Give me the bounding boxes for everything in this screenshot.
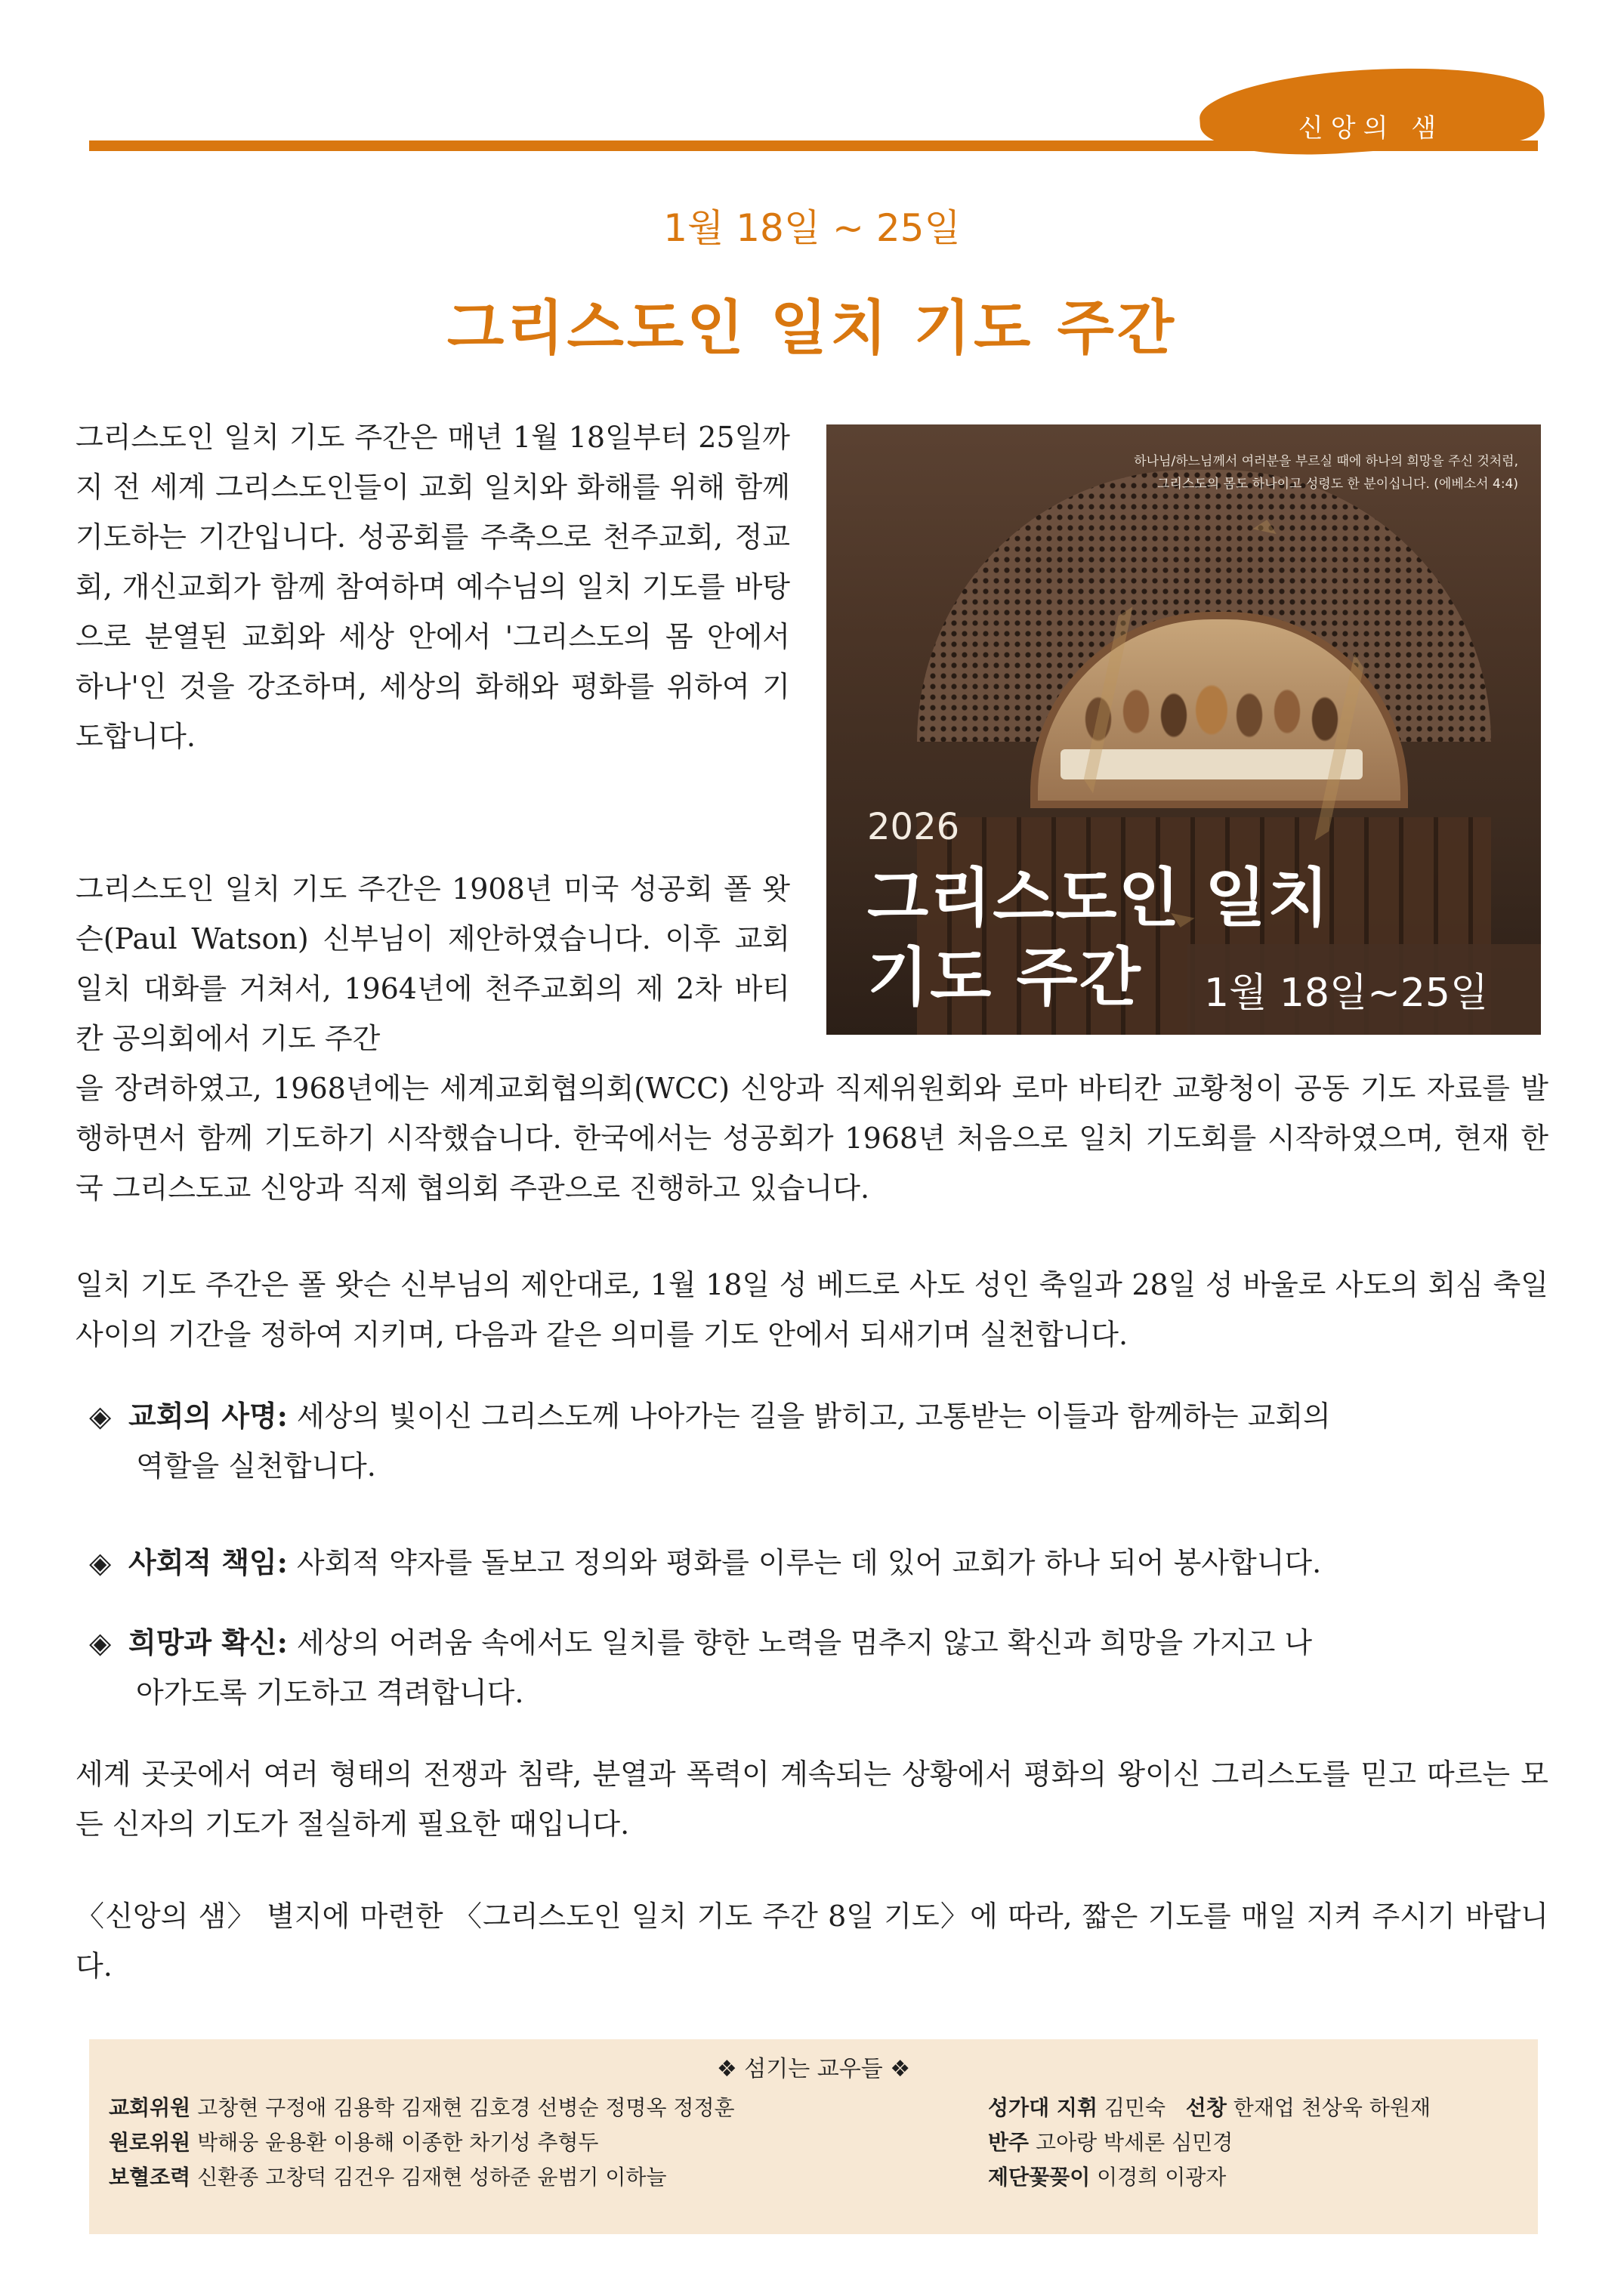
servers-role: 교회위원 bbox=[109, 2095, 191, 2120]
section-tab-label: 신앙의 샘 bbox=[1298, 113, 1444, 144]
servers-box bbox=[89, 2039, 1538, 2234]
paragraph-history: 그리스도인 일치 기도 주간은 1908년 미국 성공회 폴 왓슨(Paul Watson) 신부님이 제안하였습니다. 이후 교회 일치 대화를 거쳐서, 1964년에 천주교회의 제 2차 바티칸 공의회에서 기도 주간 bbox=[76, 872, 790, 1055]
servers-heading: ❖ 섬기는 교우들 ❖ bbox=[716, 2056, 911, 2082]
servers-names: 박해웅 윤용환 이용해 이종한 차기성 추형두 bbox=[197, 2130, 599, 2155]
servers-left-column bbox=[109, 2091, 1015, 2195]
servers-role: 원로위원 bbox=[109, 2130, 191, 2155]
bullet-term: 사회적 책임: bbox=[128, 1545, 288, 1579]
bullet-item bbox=[89, 1391, 1547, 1491]
servers-names: 한재업 천상욱 하원재 bbox=[1233, 2095, 1431, 2120]
poster-verse-line2: 그리스도의 몸도 하나이고 성령도 한 분이십니다. (에베소서 4:4) bbox=[1157, 477, 1518, 492]
bullet-text: 세상의 빛이신 그리스도께 나아가는 길을 밝히고, 고통받는 이들과 함께하는 교회의 bbox=[287, 1400, 1331, 1433]
servers-names: 고창현 구정애 김용학 김재현 김호경 선병순 정명옥 정정훈 bbox=[197, 2095, 735, 2120]
bullet-term: 교회의 사명: bbox=[128, 1399, 288, 1433]
servers-role: 반주 bbox=[988, 2130, 1030, 2155]
servers-role: 보혈조력 bbox=[109, 2165, 191, 2190]
servers-row bbox=[109, 2160, 1015, 2195]
servers-role: 제단꽃꽂이 bbox=[988, 2165, 1091, 2190]
servers-row bbox=[988, 2160, 1532, 2195]
poster-verse-line1: 하나님/하느님께서 여러분을 부르실 때에 하나의 희망을 주신 것처럼, bbox=[1134, 454, 1518, 469]
servers-row bbox=[988, 2125, 1532, 2160]
servers-role: 선창 bbox=[1185, 2095, 1227, 2120]
paragraph-meaning: 일치 기도 주간은 폴 왓슨 신부님의 제안대로, 1월 18일 성 베드로 사도 성인 축일과 28일 성 바울로 사도의 회심 축일 사이의 기간을 정하여 지키며, 다음과 같은 의미를 기도 안에서 되새기며 실천합니다. bbox=[76, 1268, 1548, 1351]
paragraph-request: 〈신앙의 샘〉 별지에 마련한 〈그리스도인 일치 기도 주간 8일 기도〉에 따라, 짧은 기도를 매일 지켜 주시기 바랍니다. bbox=[76, 1900, 1548, 1983]
servers-names: 고아랑 박세론 심민경 bbox=[1036, 2130, 1233, 2155]
diamond-bullet-icon: ◈ bbox=[89, 1546, 112, 1579]
poster-verse bbox=[990, 450, 1518, 495]
poster-title-line1: 그리스도인 일치 bbox=[867, 861, 1331, 935]
paragraph-peace: 세계 곳곳에서 여러 형태의 전쟁과 침략, 분열과 폭력이 계속되는 상황에서 평화의 왕이신 그리스도를 믿고 따르는 모든 신자의 기도가 절실하게 필요한 때입니다. bbox=[76, 1758, 1548, 1841]
servers-right-column bbox=[988, 2091, 1532, 2195]
bullet-text-continued: 아가도록 기도하고 격려합니다. bbox=[136, 1676, 524, 1709]
servers-row bbox=[109, 2091, 1015, 2125]
poster-date: 1월 18일~25일 bbox=[1204, 971, 1489, 1016]
servers-row bbox=[109, 2125, 1015, 2160]
servers-names: 김민숙 bbox=[1104, 2095, 1166, 2120]
bullet-text: 세상의 어려움 속에서도 일치를 향한 노력을 멈추지 않고 확신과 희망을 가지고 나 bbox=[287, 1626, 1313, 1659]
servers-row bbox=[988, 2091, 1532, 2125]
servers-names: 이경희 이광자 bbox=[1097, 2165, 1227, 2190]
bullet-item bbox=[89, 1538, 1547, 1588]
diamond-bullet-icon: ◈ bbox=[89, 1400, 112, 1433]
date-range: 1월 18일 ~ 25일 bbox=[663, 206, 961, 250]
diamond-bullet-icon: ◈ bbox=[89, 1626, 112, 1659]
bullet-text-continued: 역할을 실천합니다. bbox=[136, 1449, 376, 1483]
poster-year: 2026 bbox=[867, 806, 960, 848]
poster-image bbox=[826, 424, 1541, 1035]
servers-names: 신환종 고창덕 김건우 김재현 성하준 윤범기 이하늘 bbox=[197, 2165, 667, 2190]
bullet-term: 희망과 확신: bbox=[128, 1625, 288, 1659]
bullet-item bbox=[89, 1618, 1547, 1718]
poster-title-line2: 기도 주간 bbox=[867, 940, 1142, 1014]
servers-role: 성가대 지휘 bbox=[988, 2095, 1098, 2120]
bullet-text: 사회적 약자를 돌보고 정의와 평화를 이루는 데 있어 교회가 하나 되어 봉사합니다. bbox=[287, 1546, 1322, 1579]
page-title: 그리스도인 일치 기도 주간 bbox=[446, 295, 1178, 363]
paragraph-history-continued: 을 장려하였고, 1968년에는 세계교회협의회(WCC) 신앙과 직제위원회와 로마 바티칸 교황청이 공동 기도 자료를 발행하면서 함께 기도하기 시작했습니다. 한국에서는 성공회가 1968년 처음으로 일치 기도회를 시작하였으며, 현재 한국 그리스도교 신앙과 직제 협의회 주관으로 진행하고 있습니다. bbox=[76, 1072, 1548, 1205]
paragraph-intro: 그리스도인 일치 기도 주간은 매년 1월 18일부터 25일까지 전 세계 그리스도인들이 교회 일치와 화해를 위해 함께 기도하는 기간입니다. 성공회를 주축으로 천주교회, 정교회, 개신교회가 함께 참여하며 예수님의 일치 기도를 바탕으로 분열된 교회와 세상 안에서 '그리스도의 몸 안에서 하나'인 것을 강조하며, 세상의 화해와 평화를 위하여 기도합니다. bbox=[76, 421, 790, 753]
